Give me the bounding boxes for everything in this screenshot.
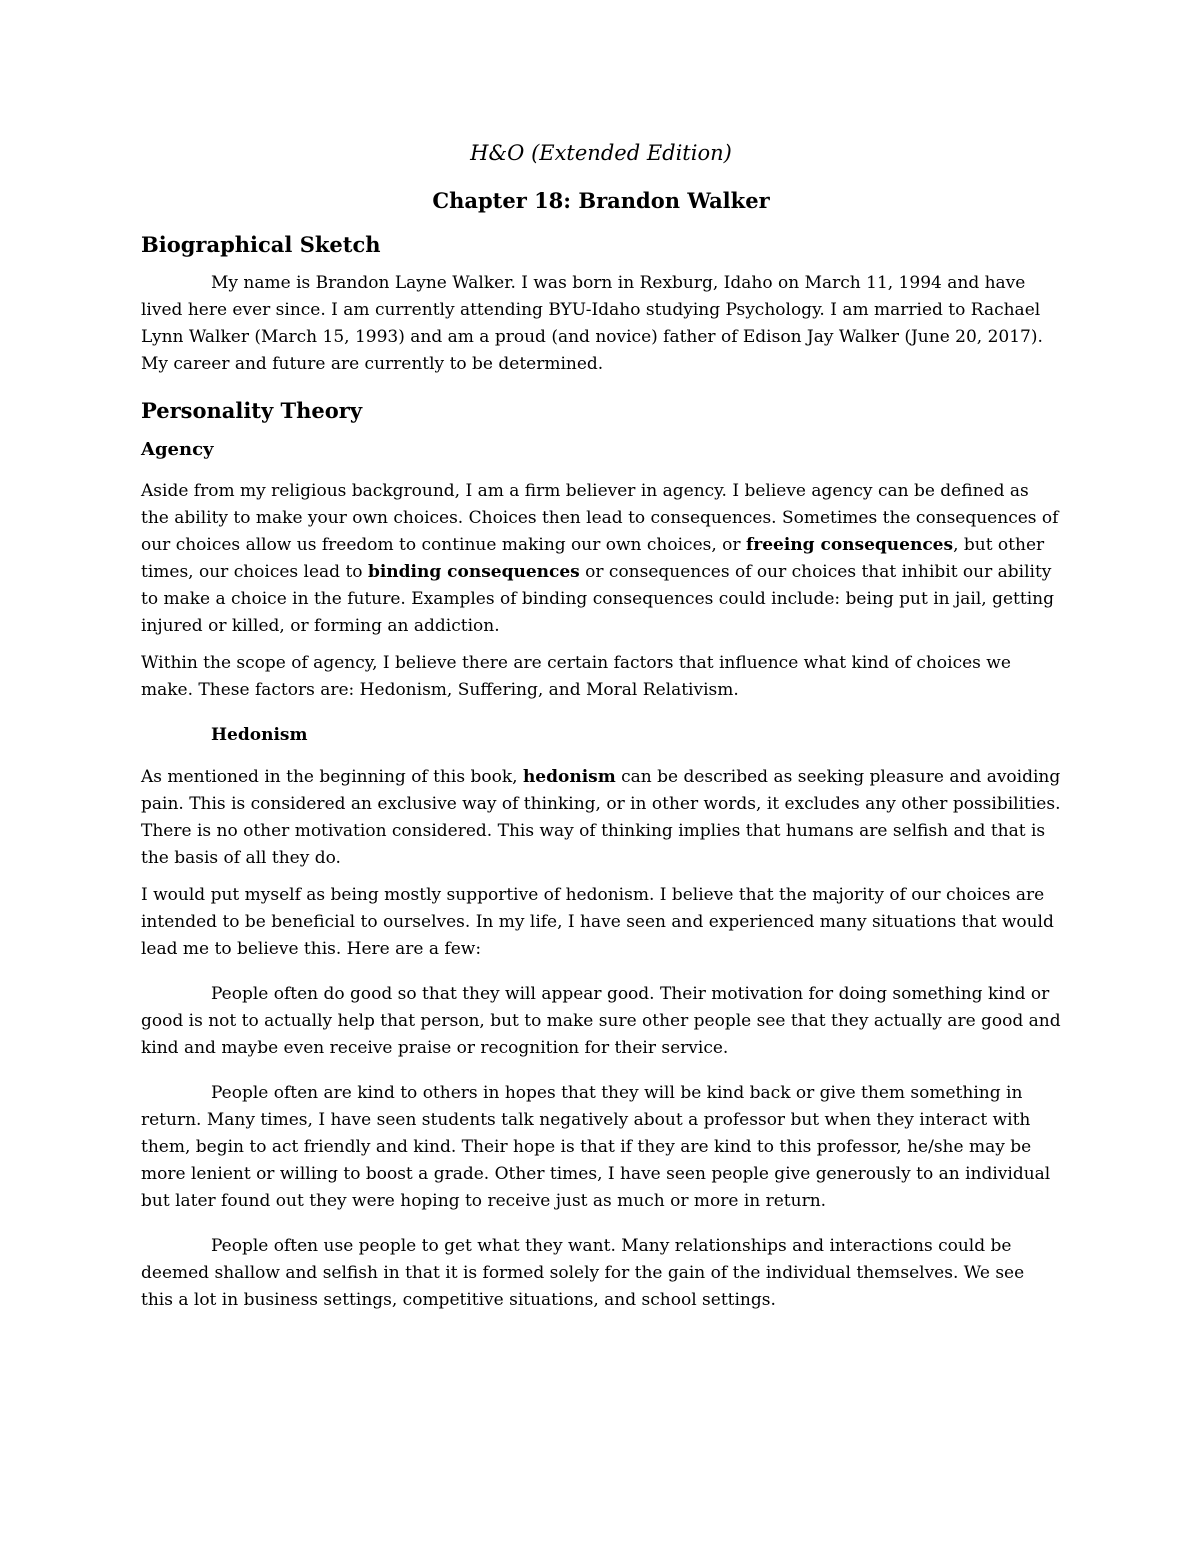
term-freeing-consequences: freeing consequences (745, 535, 954, 555)
hedonism-paragraph-4: People often are kind to others in hopes that they will be kind back or give them something in return. Many times, I have seen students talk negatively about a professor but when they interact with them, begin to act friendly and kind. Their hope is that if they are kind to this professor, he/she may be more lenient or willing to boost a grade. Other times, I have seen people give generously to an individual but later found out they were hoping to receive just as much or more in return. (141, 1083, 1051, 1211)
hedonism-paragraph-3: People often do good so that they will appear good. Their motivation for doing something kind or good is not to actually help that person, but to make sure other people see that they actually are good and kind and maybe even receive praise or recognition for their service. (141, 984, 1061, 1058)
term-hedonism: hedonism (522, 767, 616, 787)
hedonism-p1-text-a: As mentioned in the beginning of this book, (141, 767, 523, 787)
bio-paragraph: My name is Brandon Layne Walker. I was born in Rexburg, Idaho on March 11, 1994 and have lived here ever since. I am currently attending BYU-Idaho studying Psychology. I am married to Rachael Lynn Walker (March 15, 1993) and am a proud (and novice) father of Edison Jay Walker (June 20, 2017). My career and future are currently to be determined. (141, 273, 1043, 374)
hedonism-paragraph-1 (141, 764, 1061, 872)
document-page (141, 138, 1061, 1324)
agency-p1-text-c: or consequences of our choices that inhibit our ability to make a choice in the future. Examples of binding consequences could include: being put in jail, getting injured or killed, or forming an addiction. (141, 562, 1054, 636)
chapter-title: Chapter 18: Brandon Walker (432, 188, 770, 213)
hedonism-p1-text-b: can be described as seeking pleasure and avoiding pain. This is considered an exclusive way of thinking, or in other words, it excludes any other possibilities. There is no other motivation considered. This way of thinking implies that humans are selfish and that is the basis of all they do. (141, 767, 1061, 868)
agency-p1-text-a: Aside from my religious background, I am a firm believer in agency. I believe agency can be defined as the ability to make your own choices. Choices then lead to consequences. Sometimes the consequences of our choices allow us freedom to continue making our own choices, or (141, 481, 1059, 555)
hedonism-heading: Hedonism (211, 725, 308, 745)
bio-heading: Biographical Sketch (141, 232, 381, 257)
agency-p1-text-b: , but other times, our choices lead to (141, 535, 1045, 582)
theory-heading: Personality Theory (141, 398, 363, 423)
agency-paragraph-2: Within the scope of agency, I believe there are certain factors that influence what kind of choices we make. These factors are: Hedonism, Suffering, and Moral Relativism. (141, 653, 1011, 700)
agency-paragraph-1 (141, 478, 1061, 640)
term-binding-consequences: binding consequences (367, 562, 580, 582)
hedonism-paragraph-2: I would put myself as being mostly supportive of hedonism. I believe that the majority of our choices are intended to be beneficial to ourselves. In my life, I have seen and experienced many situations that would lead me to believe this. Here are a few: (141, 885, 1054, 959)
hedonism-paragraph-5: People often use people to get what they want. Many relationships and interactions could be deemed shallow and selfish in that it is formed solely for the gain of the individual themselves. We see this a lot in business settings, competitive situations, and school settings. (141, 1236, 1025, 1310)
book-header: H&O (Extended Edition) (470, 141, 732, 165)
agency-heading: Agency (141, 439, 214, 460)
